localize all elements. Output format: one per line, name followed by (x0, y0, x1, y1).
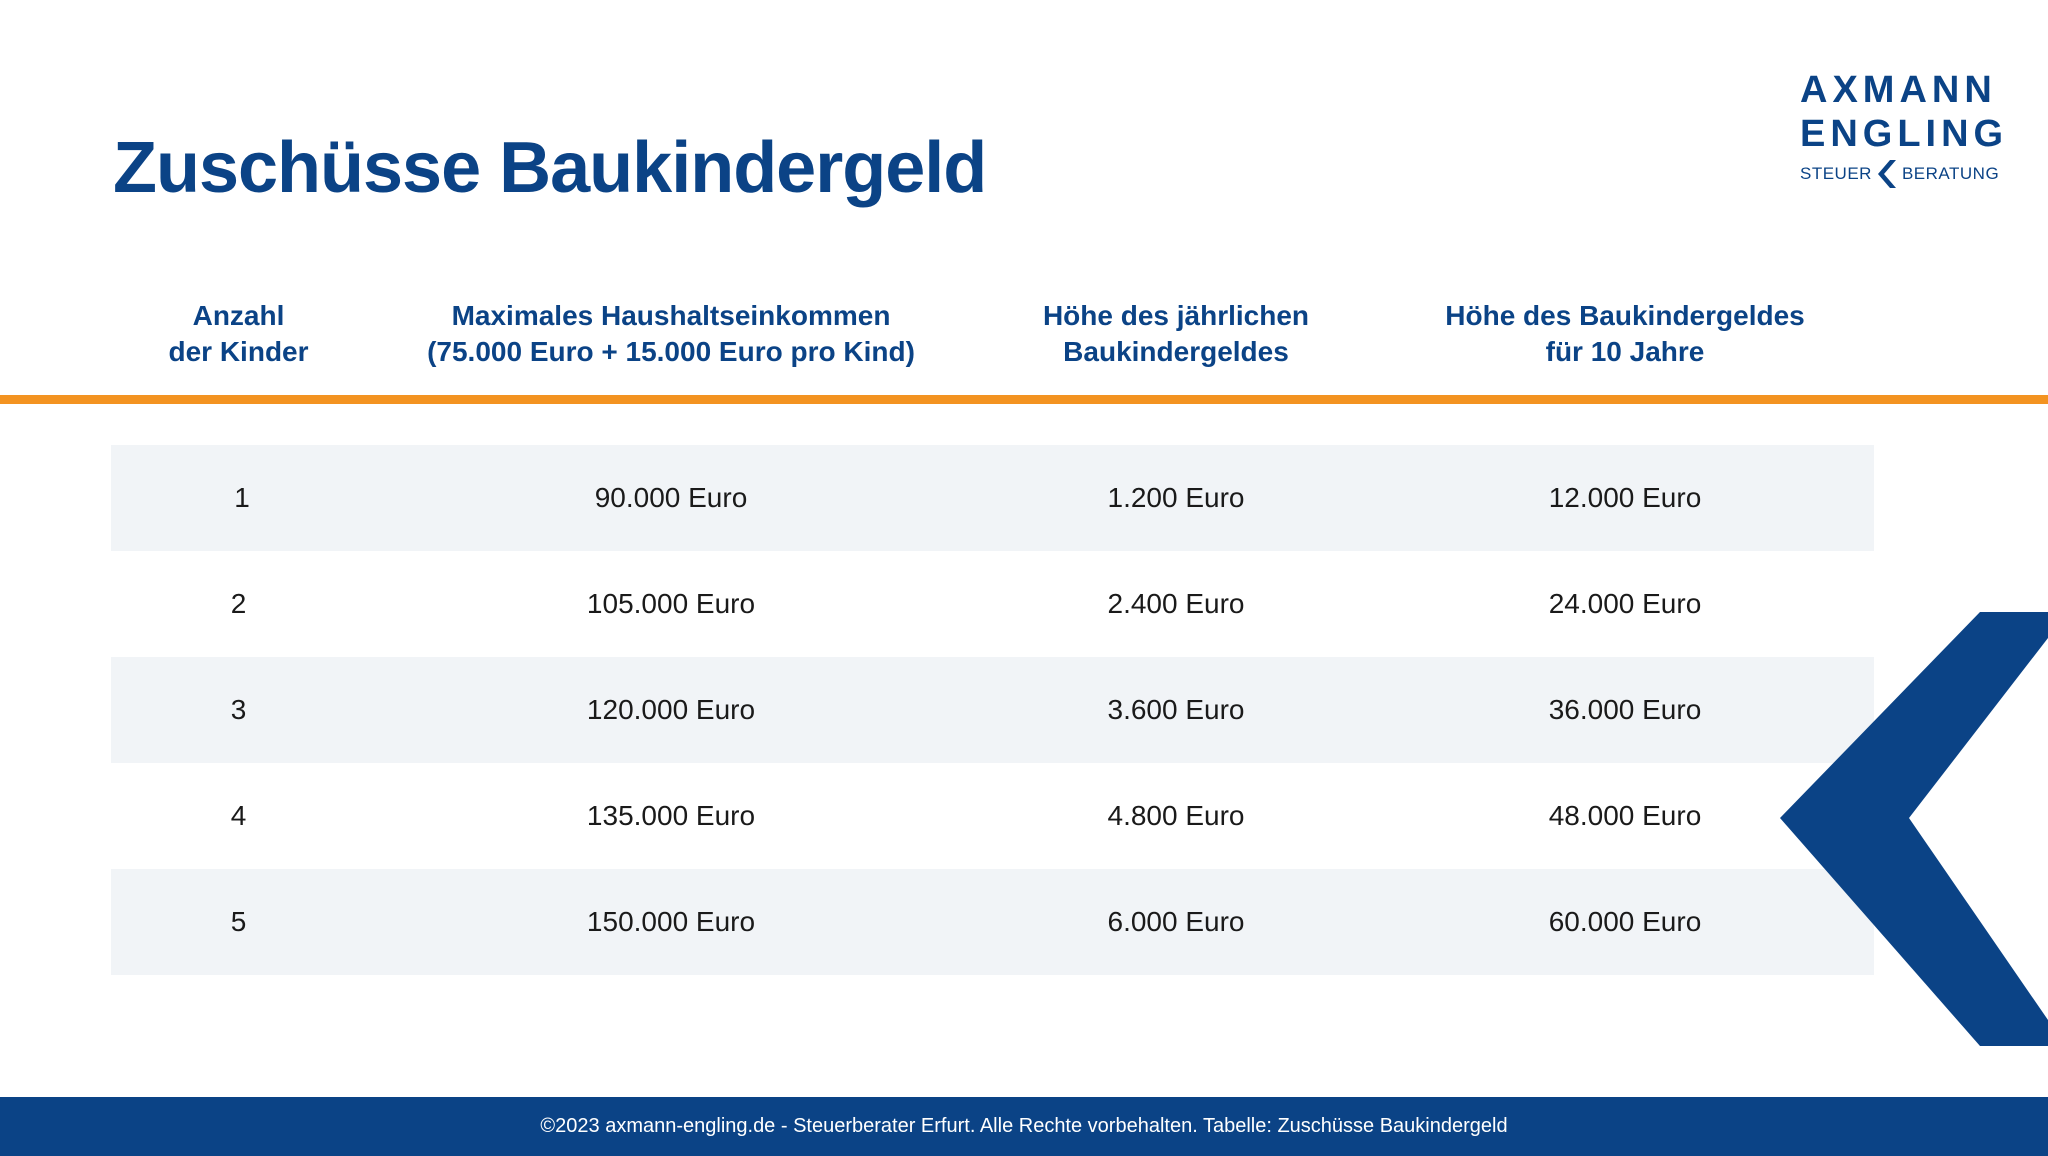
cell-annual: 4.800 Euro (1107, 800, 1245, 831)
cell-annual: 6.000 Euro (1107, 906, 1245, 937)
cell-children: 3 (230, 694, 247, 725)
cell-ten-year: 60.000 Euro (1548, 906, 1702, 937)
cell-annual: 2.400 Euro (1107, 588, 1245, 619)
cell-children: 5 (230, 906, 247, 937)
header-ten-year-amount: Höhe des Baukindergeldes für 10 Jahre (1445, 300, 1805, 367)
cell-income: 150.000 Euro (586, 906, 756, 937)
cell-ten-year: 48.000 Euro (1548, 800, 1702, 831)
table-body (111, 445, 1874, 975)
cell-income: 135.000 Euro (586, 800, 756, 831)
footer-copyright: ©2023 axmann-engling.de - Steuerberater Erfurt. Alle Rechte vorbehalten. Tabelle: Zuschüsse Baukindergeld (0, 1097, 2048, 1156)
logo-subline (1800, 160, 2000, 188)
table-header (0, 298, 2048, 378)
decorative-chevron-icon (1780, 612, 2048, 1046)
logo-line-2: ENGLING (1800, 113, 2009, 155)
cell-children: 2 (230, 588, 247, 619)
table-row (111, 445, 1874, 551)
header-divider (0, 395, 2048, 404)
table-row (111, 869, 1874, 975)
cell-annual: 1.200 Euro (1107, 482, 1245, 513)
cell-income: 105.000 Euro (586, 588, 756, 619)
cell-income: 120.000 Euro (586, 694, 756, 725)
logo-sub-left: STEUER (1800, 164, 1872, 183)
cell-annual: 3.600 Euro (1107, 694, 1245, 725)
cell-children: 4 (230, 800, 247, 831)
header-max-income: Maximales Haushaltseinkommen (75.000 Euro + 15.000 Euro pro Kind) (427, 300, 915, 367)
logo-sub-right: BERATUNG (1901, 164, 2000, 183)
cell-income: 90.000 Euro (594, 482, 748, 513)
cell-ten-year: 12.000 Euro (1548, 482, 1702, 513)
cell-ten-year: 24.000 Euro (1548, 588, 1702, 619)
cell-children: 1 (234, 482, 250, 513)
company-logo[interactable] (1800, 68, 2009, 188)
table-row (111, 657, 1874, 763)
header-annual-amount: Höhe des jährlichen Baukindergeldes (1042, 300, 1310, 367)
cell-ten-year: 36.000 Euro (1548, 694, 1702, 725)
page-title: Zuschüsse Baukindergeld (113, 128, 987, 208)
header-children-count: Anzahl der Kinder (168, 300, 309, 367)
table-row (111, 551, 1874, 657)
logo-line-1: AXMANN (1800, 69, 1997, 111)
table-row (111, 763, 1874, 869)
logo-chevron-icon (1876, 160, 1898, 188)
